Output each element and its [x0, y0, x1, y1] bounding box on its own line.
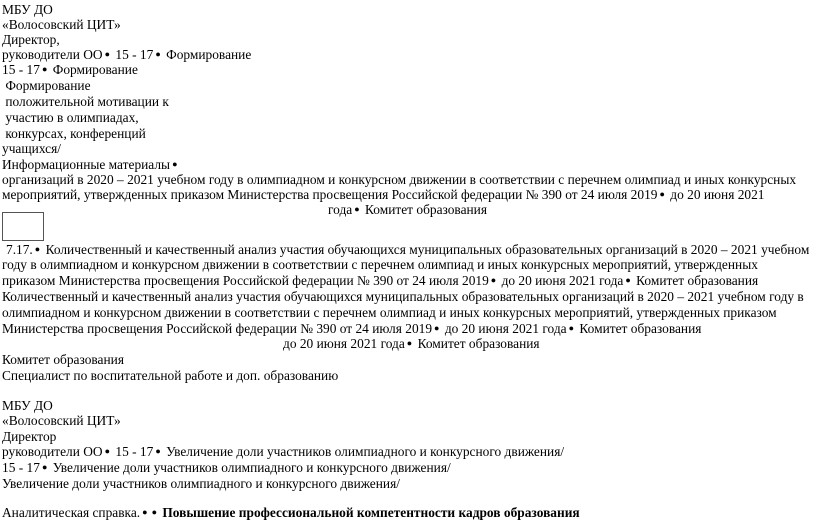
item-7-17-line-3: приказом Министерства просвещения Российской федерации № 390 от 24 июля 2019 ● до 20 июня 2021 года ● Комитет образования [2, 273, 759, 288]
analysis-line-2: олимпиадном и конкурсном движении в соответствии с перечнем олимпиад и иных конкурсных мероприятий, утвержденных приказом [2, 305, 777, 320]
org-paragraph-line-2: мероприятий, утвержденных приказом Министерства просвещения Российской федерации № 390 от 24 июля 2019 ● до 20 июня 2021 [2, 187, 765, 202]
bullet-icon: ● [104, 49, 111, 59]
bullet-icon: ● [568, 323, 575, 333]
bullet-icon: ● [155, 446, 161, 456]
analysis-line-3: Министерства просвещения Российской федерации № 390 от 24 июля 2019 ● до 20 июня 2021 года ● Комитет образования [2, 321, 702, 336]
dates-line-2: 15 - 17 ● Увеличение доли участников олимпиадного и конкурсного движения/ [2, 460, 451, 475]
formation-line: Формирование [2, 78, 91, 93]
item-7-17-line-1: 7.17. ● Количественный и качественный анализ участия обучающихся муниципальных образовательных организаций в 2020 – 2021 учебном [6, 242, 810, 257]
director-label: Директор, [2, 32, 60, 47]
leaders-line: руководители ОО ● 15 - 17 ● Формирование [2, 47, 252, 62]
leaders-line-2: руководители ОО ● 15 - 17 ● Увеличение доли участников олимпиадного и конкурсного движения/ [2, 444, 565, 459]
bullet-icon: ● [34, 244, 41, 254]
dates-line: 15 - 17 ● Формирование [2, 62, 138, 77]
director-label-2: Директор [2, 429, 57, 444]
org-paragraph-line-1: организаций в 2020 – 2021 учебном году в олимпиадном и конкурсном движении в соответствии с перечнем олимпиад и иных конкурсных [2, 172, 797, 187]
specialist-label: Специалист по воспитательной работе и доп. образованию [2, 368, 339, 383]
bullet-icon: ● [406, 338, 413, 348]
bullet-icon: ● [659, 189, 665, 199]
bullet-icon: ● [41, 462, 48, 472]
bullet-icon: ● [104, 446, 111, 456]
bullet-icon: ● [142, 507, 148, 517]
org-name-2: «Волосовский ЦИТ» [2, 413, 121, 428]
bullet-icon: ● [354, 204, 360, 214]
bullet-icon: ● [434, 323, 440, 333]
motivation-line-1: положительной мотивации к [2, 94, 169, 109]
committee-label: Комитет образования [2, 352, 124, 367]
year-committee-line: года ● Комитет образования [328, 202, 488, 217]
org-label: МБУ ДО [2, 2, 53, 17]
prof-competence-title: Повышение профессиональной компетентности кадров образования [162, 505, 580, 520]
bullet-icon: ● [490, 275, 497, 285]
increase-line: Увеличение доли участников олимпиадного и конкурсного движения/ [2, 476, 400, 491]
info-materials-line: Информационные материалы ● [2, 157, 178, 172]
deadline-committee-line: до 20 июня 2021 года ● Комитет образования [283, 336, 540, 351]
analysis-line-1: Количественный и качественный анализ участия обучающихся муниципальных образовательных организаций в 2020 – 2021 учебном году в [2, 289, 804, 304]
bullet-icon: ● [151, 507, 158, 517]
bullet-icon: ● [41, 64, 48, 74]
motivation-line-2: участию в олимпиадах, [2, 110, 139, 125]
bullet-icon: ● [172, 159, 178, 169]
bullet-icon: ● [155, 49, 161, 59]
motivation-line-3: конкурсах, конференций [2, 126, 146, 141]
students-line: учащихся/ [2, 141, 61, 156]
empty-frame [2, 212, 44, 241]
bullet-icon: ● [625, 275, 631, 285]
org-label-2: МБУ ДО [2, 398, 53, 413]
analytics-line: Аналитическая справка. ● ● Повышение профессиональной компетентности кадров образования [2, 505, 580, 520]
item-7-17-line-2: году в олимпиадном и конкурсном движении в соответствии с перечнем олимпиад и иных конкурсных мероприятий, утвержденных [2, 257, 758, 272]
org-name: «Волосовский ЦИТ» [2, 17, 121, 32]
